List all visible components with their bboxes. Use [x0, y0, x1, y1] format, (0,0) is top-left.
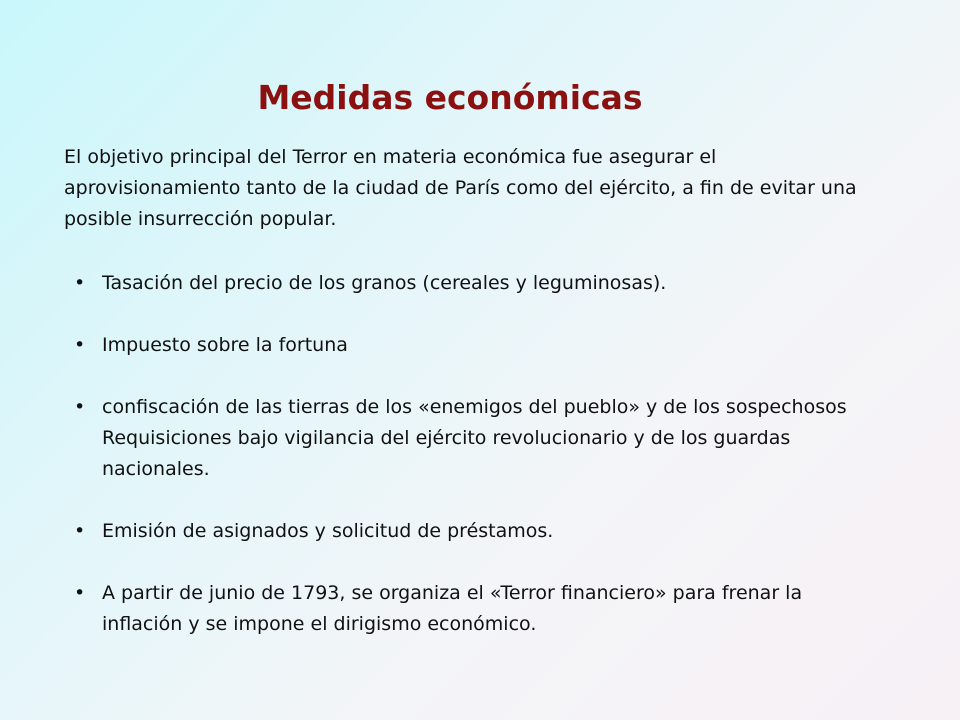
list-item	[74, 578, 884, 640]
list-item	[74, 268, 884, 299]
bullet-icon: •	[74, 520, 86, 542]
list-item	[74, 392, 884, 485]
bullet-text: A partir de junio de 1793, se organiza el «Terror financiero» para frenar la inflación y se impone el dirigismo económico.	[102, 582, 803, 635]
bullet-icon: •	[74, 272, 86, 294]
bullet-text: Emisión de asignados y solicitud de préstamos.	[102, 520, 554, 542]
list-item	[74, 330, 884, 361]
bullet-icon: •	[74, 334, 86, 356]
bullet-text: Tasación del precio de los granos (cereales y leguminosas).	[102, 272, 667, 294]
bullet-icon: •	[74, 396, 86, 418]
bullet-text: confiscación de las tierras de los «enemigos del pueblo» y de los sospechosos Requisiciones bajo vigilancia del ejército revolucionario y de los guardas nacionales.	[102, 396, 847, 480]
intro-paragraph: El objetivo principal del Terror en materia económica fue asegurar el aprovisionamiento tanto de la ciudad de París como del ejército, a fin de evitar una posible insurrección popular.	[64, 146, 857, 230]
bullet-text: Impuesto sobre la fortuna	[102, 334, 348, 356]
slide-title: Medidas económicas	[257, 78, 643, 117]
bullet-list	[74, 268, 884, 671]
list-item	[74, 516, 884, 547]
bullet-icon: •	[74, 582, 86, 604]
